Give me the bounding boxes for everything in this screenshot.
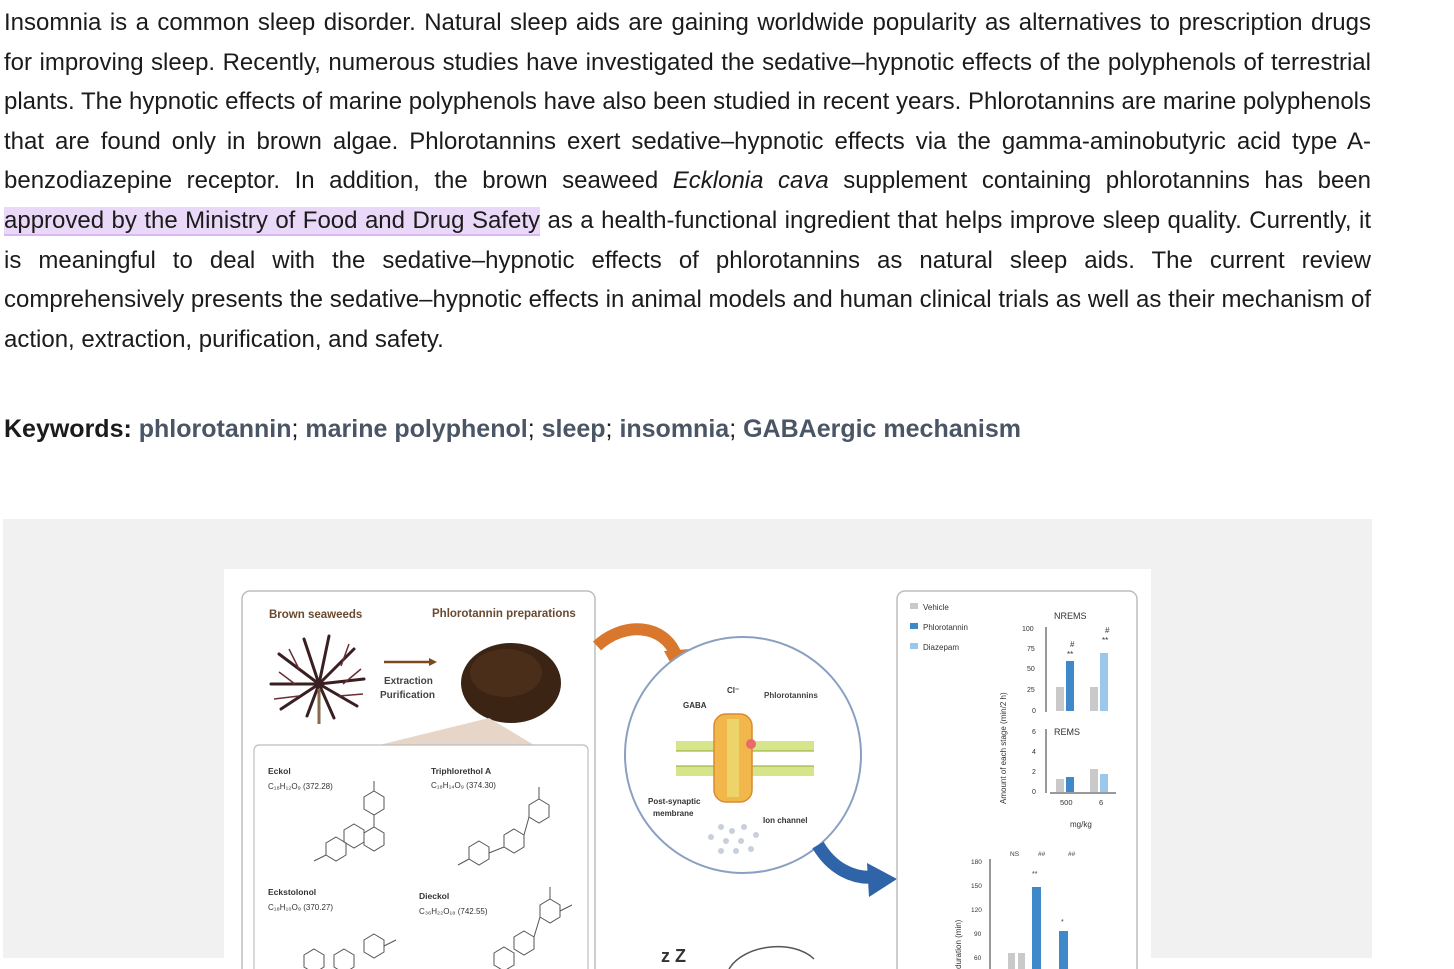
sig-mark: ## xyxy=(1068,851,1076,858)
keyword-separator: ; xyxy=(527,415,535,443)
keyword-link[interactable]: GABAergic mechanism xyxy=(743,415,1021,443)
chloride-label: Cl⁻ xyxy=(727,686,740,695)
x-tick-6: 6 xyxy=(1099,798,1104,807)
sig-mark: ** xyxy=(1102,636,1109,645)
bar-nrems-vehicle-1 xyxy=(1056,687,1064,711)
ion-channel-label: Ion channel xyxy=(763,816,808,825)
compound-formula: C₁₈H₁₂O₉ (372.28) xyxy=(268,782,333,791)
compound-formula: C₁₈H₁₀O₉ (370.27) xyxy=(268,903,334,912)
sig-mark: ** xyxy=(1032,871,1038,878)
compounds-box xyxy=(254,745,588,969)
sig-mark: # xyxy=(1105,626,1110,635)
species-name: Ecklonia cava xyxy=(672,167,829,195)
y-tick: 180 xyxy=(971,859,982,866)
keyword-separator: ; xyxy=(291,415,299,443)
legend-vehicle: Vehicle xyxy=(923,603,949,612)
abstract-text-3: as a health-functional ingredient that helps improve sleep quality. Currently, it is meaningful to deal with the sedative–hypnotic effects of phlorotannins as natural sleep aids. The current review comprehensively presents the sedative–hypnotic effects in animal models and human clinical trials as well as their mechanism of action, extraction, purification, and safety. xyxy=(4,206,1371,353)
purification-label: Purification xyxy=(380,690,436,701)
keyword-separator: ; xyxy=(729,415,737,443)
graphical-abstract-figure[interactable] xyxy=(224,569,1151,969)
bar-rems-phlorotannin xyxy=(1066,777,1074,792)
extraction-label: Extraction xyxy=(384,676,433,687)
membrane-label: membrane xyxy=(653,809,694,818)
bar-nrems-diazepam xyxy=(1100,653,1108,711)
bar-duration-phlorotannin xyxy=(1032,887,1041,969)
keywords-label: Keywords: xyxy=(4,415,132,443)
y-tick: 0 xyxy=(1032,708,1036,715)
abstract-paragraph xyxy=(4,3,1371,359)
y-tick: 2 xyxy=(1032,769,1036,776)
keywords-line xyxy=(4,410,1021,448)
compound-name: Dieckol xyxy=(419,891,450,901)
graphical-abstract-container xyxy=(3,519,1372,969)
keyword-link[interactable]: phlorotannin xyxy=(138,415,292,443)
y-tick: 50 xyxy=(1027,666,1035,673)
compound-formula: C₃₆H₂₂O₁₈ (742.55) xyxy=(419,907,488,916)
rems-title: REMS xyxy=(1054,727,1081,737)
postsynaptic-label: Post-synaptic xyxy=(648,797,701,806)
y-tick: 100 xyxy=(1022,626,1034,633)
x-tick-500: 500 xyxy=(1060,798,1073,807)
compound-name: Eckol xyxy=(268,766,291,776)
compound-name: Triphlorethol A xyxy=(431,766,492,776)
phlorotannin-preparations-title: Phlorotannin preparations xyxy=(432,608,576,620)
nrems-title: NREMS xyxy=(1054,611,1087,621)
bar-nrems-vehicle-2 xyxy=(1090,687,1098,711)
y-tick: 120 xyxy=(971,907,982,914)
abstract-text-2: supplement containing phlorotannins has been xyxy=(828,167,1371,195)
keyword-link[interactable]: marine polyphenol xyxy=(305,415,528,443)
gaba-label: GABA xyxy=(683,701,707,710)
y-tick: 4 xyxy=(1032,749,1036,756)
compound-name: Eckstolonol xyxy=(268,887,317,897)
x-unit: mg/kg xyxy=(1070,820,1092,829)
keyword-link[interactable]: insomnia xyxy=(619,415,730,443)
figure-illustration xyxy=(224,569,1151,969)
sig-mark: # xyxy=(1070,640,1075,649)
bar-rems-vehicle-1 xyxy=(1056,779,1064,792)
ylabel-bottom: duration (min) xyxy=(954,919,963,969)
bar-duration-vehicle-2 xyxy=(1018,953,1025,969)
highlighted-text[interactable]: approved by the Ministry of Food and Drug Safety xyxy=(4,206,540,234)
y-tick: 60 xyxy=(974,955,982,962)
blue-arrow xyxy=(818,845,874,877)
y-tick: 0 xyxy=(1032,789,1036,796)
keyword-link[interactable]: sleep xyxy=(541,415,606,443)
brown-seaweeds-title: Brown seaweeds xyxy=(269,609,363,621)
ylabel-top: Amount of each stage (min/2 h) xyxy=(999,692,1008,804)
bar-rems-vehicle-2 xyxy=(1090,769,1098,792)
legend-diazepam: Diazepam xyxy=(923,643,960,652)
y-tick: 150 xyxy=(971,883,982,890)
sig-mark: ** xyxy=(1067,650,1074,659)
sig-mark: * xyxy=(1061,919,1064,926)
bar-nrems-phlorotannin xyxy=(1066,661,1074,711)
y-tick: 75 xyxy=(1027,646,1035,653)
sig-mark: ## xyxy=(1038,851,1046,858)
bar-rems-diazepam xyxy=(1100,774,1108,792)
compound-formula: C₁₈H₁₄O₉ (374.30) xyxy=(431,781,496,790)
binding-site xyxy=(746,739,756,749)
keyword-separator: ; xyxy=(605,415,613,443)
y-tick: 6 xyxy=(1032,729,1036,736)
legend-phlorotannin: Phlorotannin xyxy=(923,623,968,632)
sleep-zz: z Z xyxy=(661,946,686,966)
sig-mark: NS xyxy=(1010,851,1020,858)
bar-duration-vehicle xyxy=(1008,953,1015,969)
y-tick: 25 xyxy=(1027,687,1035,694)
phlorotannins-label: Phlorotannins xyxy=(764,691,818,700)
y-tick: 90 xyxy=(974,931,982,938)
abstract-text-1: Insomnia is a common sleep disorder. Natural sleep aids are gaining worldwide popularity as alternatives to prescription drugs for improving sleep. Recently, numerous studies have investigated the sedative–hypnotic effects of the polyphenols of terrestrial plants. The hypnotic effects of marine polyphenols have also been studied in recent years. Phlorotannins are marine polyphenols that are found only in brown algae. Phlorotannins exert sedative–hypnotic effects via the gamma-aminobutyric acid type A-benzodiazepine receptor. In addition, the brown seaweed xyxy=(4,9,1371,195)
bar-duration-phlorotannin-2 xyxy=(1059,931,1068,969)
